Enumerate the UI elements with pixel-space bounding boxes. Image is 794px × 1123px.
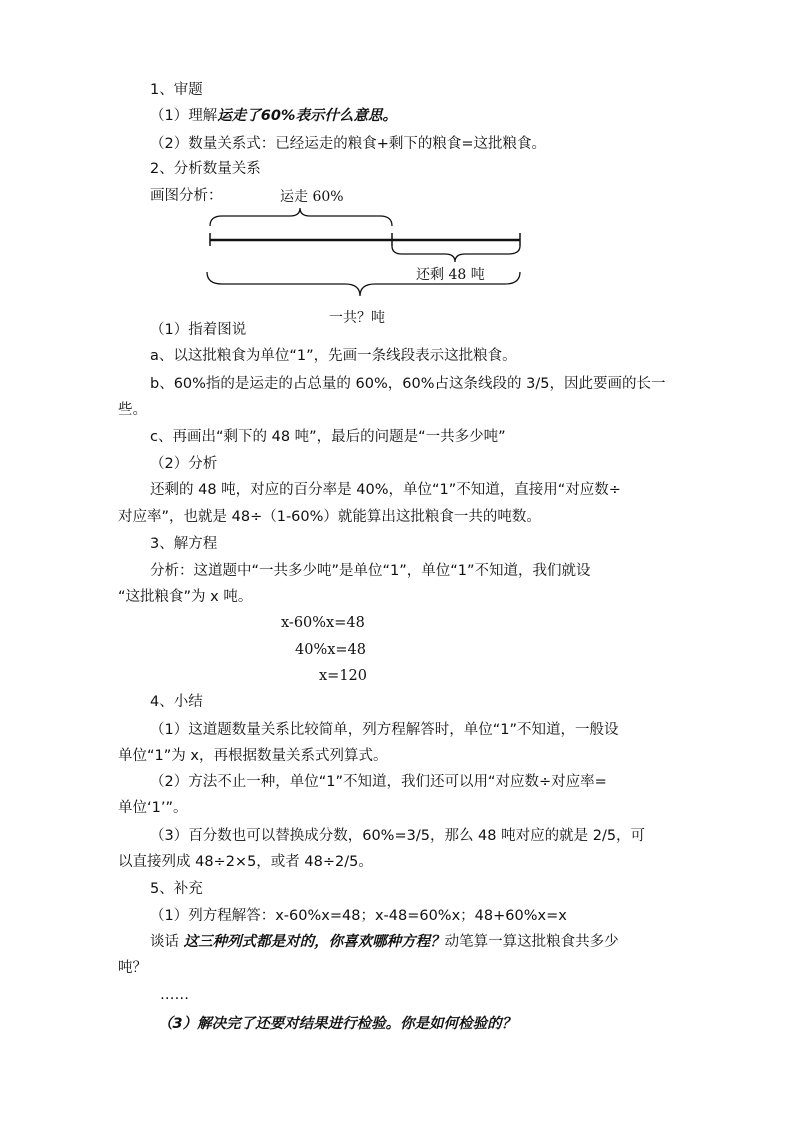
point-a: a、以这批粮食为单位“1”，先画一条线段表示这批粮食。 [150,348,517,364]
diagram-right-label: 还剩 48 吨 [416,267,485,283]
equation-analysis-line-1: 分析：这道题中“一共多少吨”是单位“1”，单位“1”不知道，我们就设 [150,563,591,579]
top-brace [210,208,392,226]
analysis-line-2: 对应率”，也就是 48÷（1-60%）就能算出这批粮食一共的吨数。 [118,509,541,525]
step-1-1-emphasis: 运走了60%表示什么意思。 [217,108,397,124]
summary-3-line-2: 以直接列成 48÷2×5，或者 48÷2/5。 [118,854,373,870]
step-2-2: （2）分析 [150,456,218,472]
ellipsis: …… [160,987,189,1003]
talk-emphasis: 这三种列式都是对的，你喜欢哪种方程？ [183,934,445,950]
summary-2-line-2: 单位‘1’”。 [118,800,188,816]
section-3-heading: 3、解方程 [150,536,218,552]
equation-1: x-60%x=48 [281,615,365,631]
diagram-bottom-label: 一共？吨 [329,310,385,326]
talk-line-2: 吨？ [118,960,147,976]
diagram-label: 画图分析： [150,188,223,204]
analysis-line-1: 还剩的 48 吨，对应的百分率是 40%，单位“1”不知道，直接用“对应数÷ [150,482,621,498]
diagram-top-label: 运走 60% [280,189,344,205]
summary-1-line-2: 单位“1”为 x，再根据数量关系式列算式。 [118,748,388,764]
point-b-line-1: b、60%指的是运走的占总量的 60%，60%占这条线段的 3/5，因此要画的长一 [150,376,666,392]
point-c: c、再画出“剩下的 48 吨”，最后的问题是“一共多少吨” [150,429,506,445]
step-1-1-prefix: （1）理解 [150,108,218,124]
step-1-2: （2）数量关系式：已经运走的粮食+剩下的粮食=这批粮食。 [150,136,547,152]
equation-analysis-line-2: “这批粮食”为 x 吨。 [118,589,253,605]
step-2-1: （1）指着图说 [150,322,247,338]
talk-line-1 [150,932,619,952]
summary-2-line-1: （2）方法不止一种，单位“1”不知道，我们还可以用“对应数÷对应率= [150,774,607,790]
equation-3: x=120 [319,668,368,684]
right-brace [392,246,520,262]
section-4-heading: 4、小结 [150,694,203,710]
point-b-line-2: 些。 [118,402,147,418]
talk-suffix: 动笔算一算这批粮食共多少 [444,934,619,950]
section-2-heading: 2、分析数量关系 [150,161,261,177]
talk-prefix: 谈话 [150,934,179,950]
summary-1-line-1: （1）这道题数量关系比较简单，列方程解答时，单位“1”不知道，一般设 [150,722,619,738]
supplement-1: （1）列方程解答：x-60%x=48；x-48=60%x；48+60%x=x [150,908,567,924]
summary-3-line-1: （3）百分数也可以替换成分数，60%=3/5，那么 48 吨对应的就是 2/5，可 [150,828,646,844]
final-question: （3）解决完了还要对结果进行检验。你是如何检验的？ [158,1016,517,1032]
equation-2: 40%x=48 [295,642,367,658]
section-5-heading: 5、补充 [150,881,203,897]
section-1-heading: 1、审题 [150,82,203,98]
